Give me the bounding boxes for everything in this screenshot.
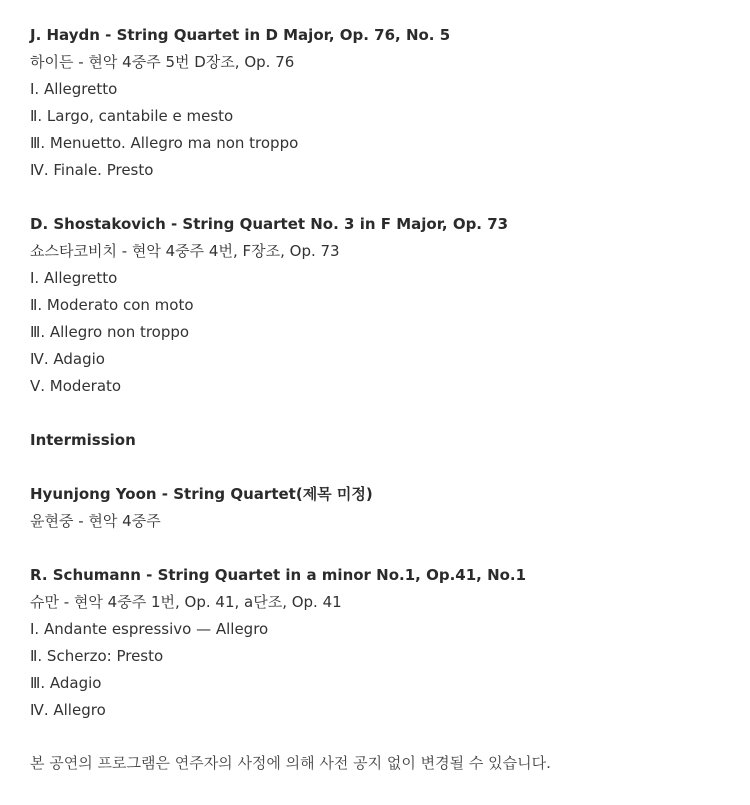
movement-item: Ⅲ. Allegro non troppo bbox=[30, 323, 190, 341]
piece-subtitle-korean: 슈만 - 현악 4중주 1번, Op. 41, a단조, Op. 41 bbox=[30, 593, 342, 611]
section-spacer bbox=[30, 400, 730, 427]
concert-program bbox=[30, 22, 730, 724]
piece-title: J. Haydn - String Quartet in D Major, Op. 76, No. 5 bbox=[30, 26, 451, 44]
program-piece-shostakovich bbox=[30, 211, 730, 400]
section-spacer bbox=[30, 454, 730, 481]
piece-title: D. Shostakovich - String Quartet No. 3 in F Major, Op. 73 bbox=[30, 215, 509, 233]
movement-item: Ⅰ. Allegretto bbox=[30, 80, 118, 98]
program-piece-haydn bbox=[30, 22, 730, 184]
movement-item: Ⅲ. Adagio bbox=[30, 674, 102, 692]
piece-title: Hyunjong Yoon - String Quartet(제목 미정) bbox=[30, 485, 373, 503]
movement-item: Ⅱ. Largo, cantabile e mesto bbox=[30, 107, 234, 125]
program-change-notice: 본 공연의 프로그램은 연주자의 사정에 의해 사전 공지 없이 변경될 수 있습니다. bbox=[30, 754, 551, 772]
movement-item: Ⅰ. Allegretto bbox=[30, 269, 118, 287]
program-piece-schumann bbox=[30, 562, 730, 724]
movement-item: Ⅰ. Andante espressivo — Allegro bbox=[30, 620, 269, 638]
intermission-label: Intermission bbox=[30, 431, 136, 449]
movement-item: Ⅴ. Moderato bbox=[30, 377, 122, 395]
movement-item: Ⅳ. Allegro bbox=[30, 701, 106, 719]
section-spacer bbox=[30, 535, 730, 562]
piece-subtitle-korean: 하이든 - 현악 4중주 5번 D장조, Op. 76 bbox=[30, 53, 295, 71]
piece-subtitle-korean: 쇼스타코비치 - 현악 4중주 4번, F장조, Op. 73 bbox=[30, 242, 340, 260]
movement-item: Ⅱ. Scherzo: Presto bbox=[30, 647, 164, 665]
movement-item: Ⅳ. Adagio bbox=[30, 350, 105, 368]
movement-item: Ⅳ. Finale. Presto bbox=[30, 161, 154, 179]
movement-item: Ⅱ. Moderato con moto bbox=[30, 296, 194, 314]
section-spacer bbox=[30, 184, 730, 211]
movement-item: Ⅲ. Menuetto. Allegro ma non troppo bbox=[30, 134, 299, 152]
piece-title: R. Schumann - String Quartet in a minor No.1, Op.41, No.1 bbox=[30, 566, 527, 584]
program-piece-yoon bbox=[30, 481, 730, 535]
piece-subtitle-korean: 윤현중 - 현악 4중주 bbox=[30, 512, 161, 530]
program-intermission bbox=[30, 427, 730, 454]
